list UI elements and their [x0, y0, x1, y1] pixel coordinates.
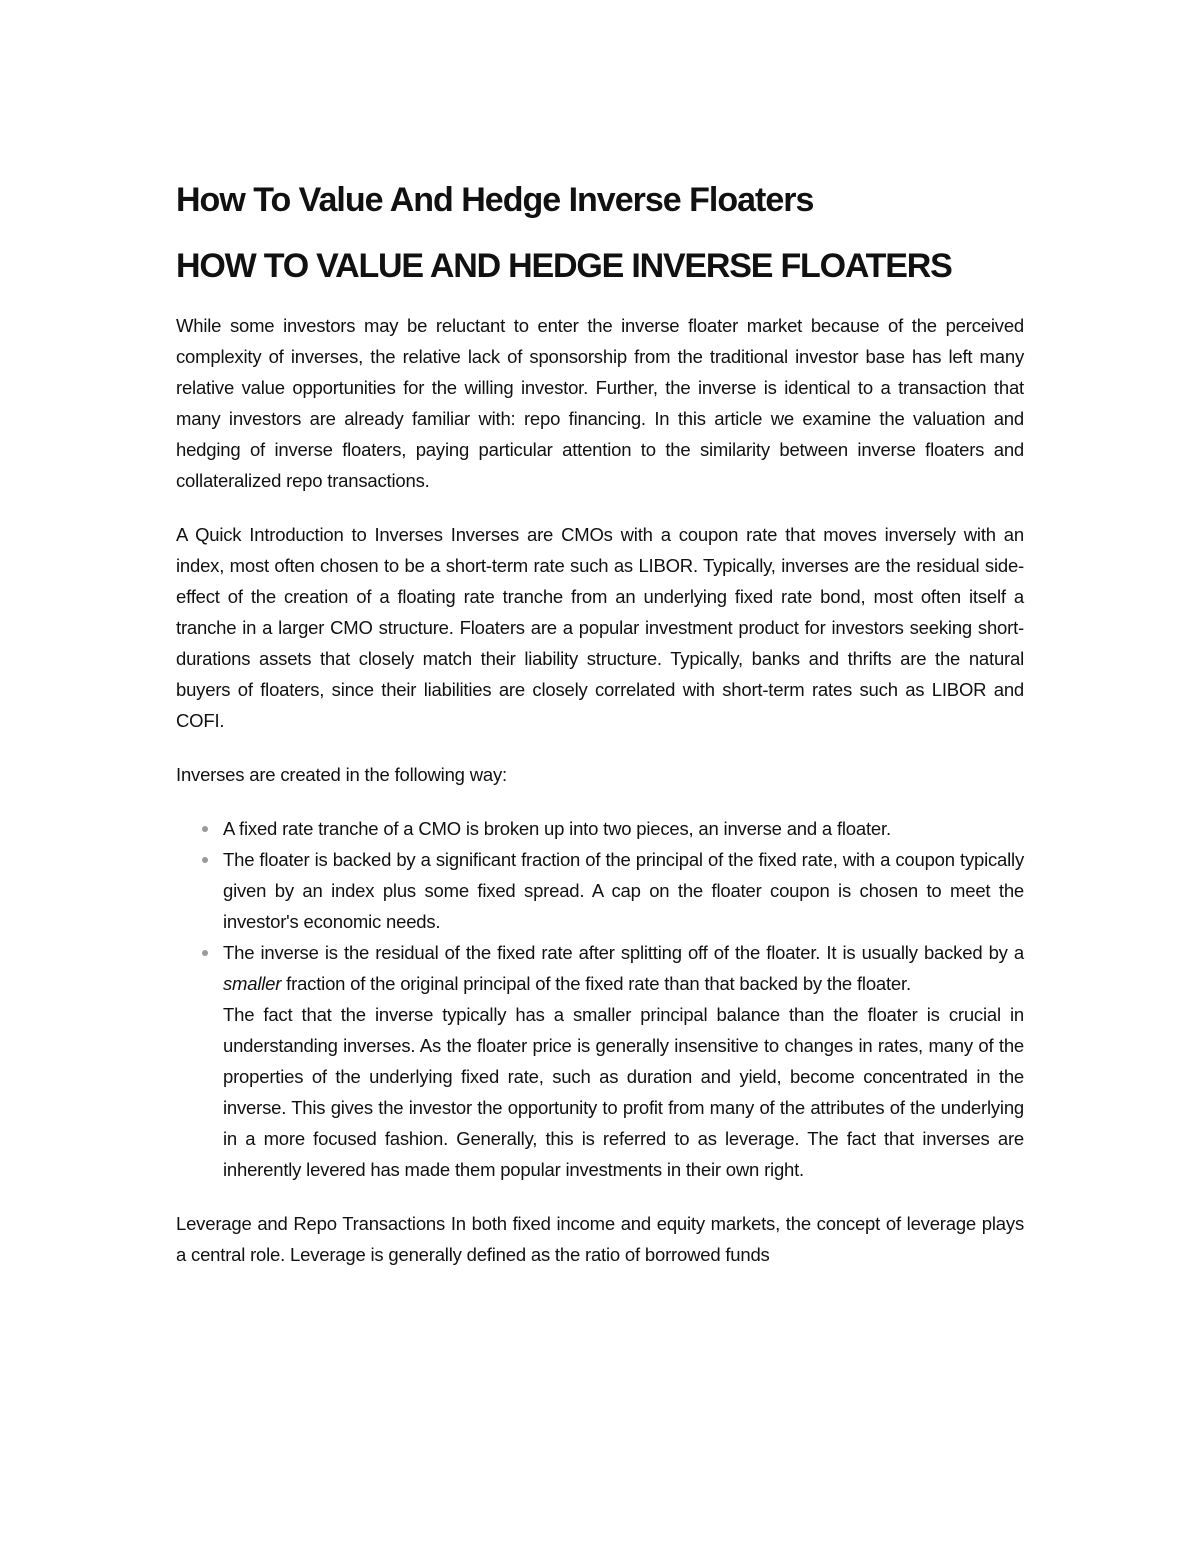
bullet-icon: [202, 857, 208, 863]
inverses-creation-lead: Inverses are created in the following way:: [176, 764, 507, 785]
list-item-text: The floater is backed by a significant fraction of the principal of the fixed rate, with a coupon typically given by an index plus some fixed spread. A cap on the floater coupon is chosen to meet the investor's economic needs.: [223, 849, 1024, 932]
bullet-icon: [202, 826, 208, 832]
intro-paragraph: While some investors may be reluctant to enter the inverse floater market because of the perceived complexity of inverses, the relative lack of sponsorship from the traditional investor base has left many relative value opportunities for the willing investor. Further, the inverse is identical to a transaction that many investors are already familiar with: repo financing. In this article we examine the valuation and hedging of inverse floaters, paying particular attention to the similarity between inverse floaters and collateralized repo transactions.: [176, 315, 1024, 491]
inverses-introduction-paragraph: A Quick Introduction to Inverses Inverses are CMOs with a coupon rate that moves inversely with an index, most often chosen to be a short-term rate such as LIBOR. Typically, inverses are the residual side-effect of the creation of a floating rate tranche from an underlying fixed rate bond, most often itself a tranche in a larger CMO structure. Floaters are a popular investment product for investors seeking short-durations assets that closely match their liability structure. Typically, banks and thrifts are the natural buyers of floaters, since their liabilities are closely correlated with short-term rates such as LIBOR and COFI.: [176, 524, 1024, 731]
emphasis-text: smaller: [223, 973, 282, 994]
document-title: How To Value And Hedge Inverse Floaters: [176, 181, 814, 219]
list-item: [223, 844, 1024, 937]
inverse-creation-list: [176, 813, 1024, 1185]
bullet-icon: [202, 950, 208, 956]
list-item-text-end: fraction of the original principal of the fixed rate than that backed by the floater.: [281, 973, 911, 994]
list-item-text-start: The inverse is the residual of the fixed rate after splitting off of the floater. It is usually backed by a: [223, 942, 1024, 963]
list-item: [223, 937, 1024, 1185]
list-item: [223, 813, 1024, 844]
document-subtitle: HOW TO VALUE AND HEDGE INVERSE FLOATERS: [176, 247, 952, 285]
list-item-text: A fixed rate tranche of a CMO is broken up into two pieces, an inverse and a floater.: [223, 818, 891, 839]
document-page: [176, 178, 1024, 1293]
leverage-paragraph: Leverage and Repo Transactions In both fixed income and equity markets, the concept of leverage plays a central role. Leverage is generally defined as the ratio of borrowed funds: [176, 1213, 1024, 1265]
list-item-continuation: The fact that the inverse typically has a smaller principal balance than the floater is crucial in understanding inverses. As the floater price is generally insensitive to changes in rates, many of the properties of the underlying fixed rate, such as duration and yield, become concentrated in the inverse. This gives the investor the opportunity to profit from many of the attributes of the underlying in a more focused fashion. Generally, this is referred to as leverage. The fact that inverses are inherently levered has made them popular investments in their own right.: [223, 1004, 1024, 1180]
